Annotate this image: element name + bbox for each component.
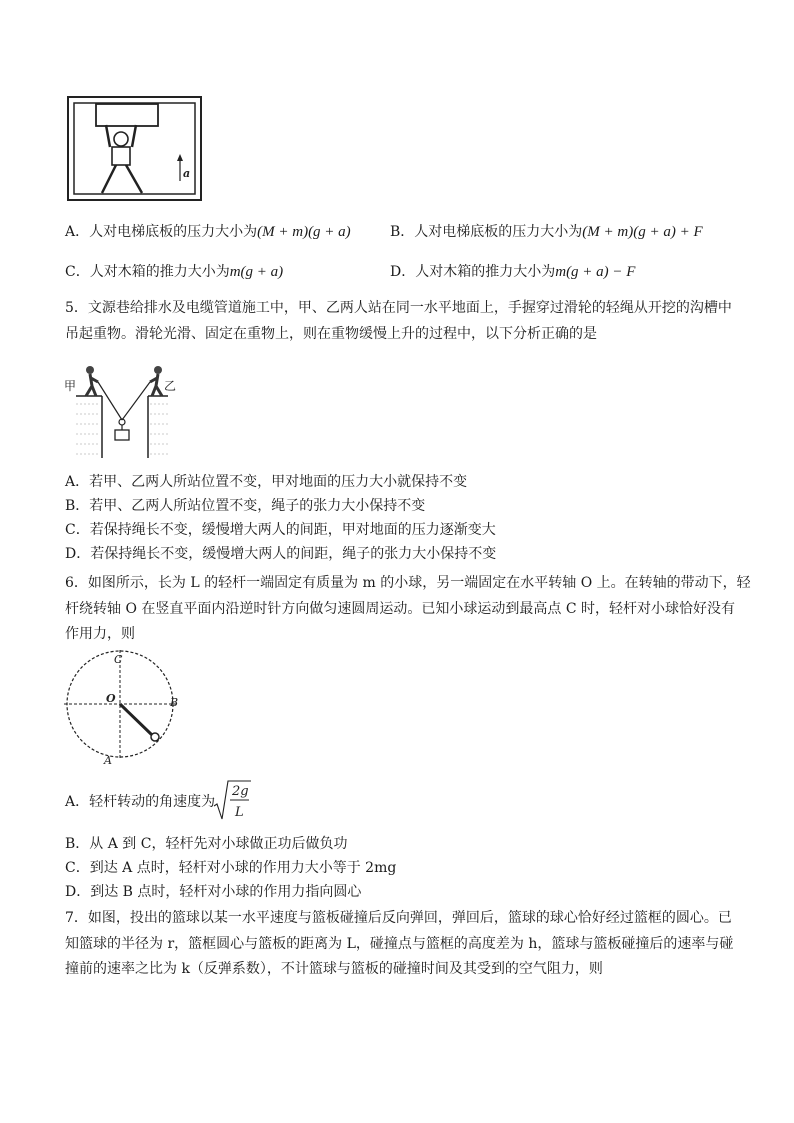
q5-option-c: C．若保持绳长不变，缓慢增大两人的间距，甲对地面的压力逐渐变大 (65, 522, 496, 538)
q5-option-a: A．若甲、乙两人所站位置不变，甲对地面的压力大小就保持不变 (65, 474, 468, 490)
q4-option-d-math: m(g + a) − F (555, 264, 636, 280)
q4-option-d (390, 262, 635, 282)
person-jia-label: 甲 (64, 379, 77, 393)
point-a-label: A (104, 754, 112, 767)
circle-figure (60, 648, 185, 768)
q6-option-d: D．到达 B 点时，轻杆对小球的作用力指向圆心 (65, 884, 362, 900)
q5-stem-line1: 5．文源巷给排水及电缆管道施工中，甲、乙两人站在同一水平地面上，手握穿过滑轮的轻绳从开挖的沟槽中 (65, 300, 732, 316)
q4-option-c-text: C．人对木箱的推力大小为 (65, 264, 230, 280)
sqrt-denominator: L (235, 805, 244, 820)
q4-option-a (65, 222, 351, 242)
q4-option-c (65, 262, 283, 282)
q6-stem-line1: 6．如图所示，长为 L 的轻杆一端固定有质量为 m 的小球，另一端固定在水平转轴 O 上。在转轴的带动下，轻 (65, 575, 751, 591)
q6-option-b: B．从 A 到 C，轻杆先对小球做正功后做负功 (65, 836, 348, 852)
sqrt-symbol (213, 779, 253, 823)
q4-option-d-text: D．人对木箱的推力大小为 (390, 264, 556, 280)
q4-option-b-math: (M + m)(g + a) + F (582, 224, 703, 240)
accel-label: a (183, 167, 191, 180)
q4-option-a-text: A．人对电梯底板的压力大小为 (65, 224, 258, 240)
elevator-figure (66, 95, 206, 205)
q4-option-b-text: B．人对电梯底板的压力大小为 (390, 224, 583, 240)
q7-stem-line1: 7．如图，投出的篮球以某一水平速度与篮板碰撞后反向弹回，弹回后，篮球的球心恰好经过篮框的圆心。已 (65, 910, 732, 926)
q6-option-a (65, 792, 215, 812)
q5-stem-line2: 吊起重物。滑轮光滑、固定在重物上，则在重物缓慢上升的过程中，以下分析正确的是 (65, 326, 597, 342)
person-yi-label: 乙 (164, 379, 177, 393)
q5-option-d: D．若保持绳长不变，缓慢增大两人的间距，绳子的张力大小保持不变 (65, 546, 497, 562)
circular-motion-diagram (60, 648, 185, 768)
sqrt-expression (213, 779, 253, 823)
q4-option-c-math: m(g + a) (229, 264, 284, 280)
q7-stem-line2: 知篮球的半径为 r，篮框圆心与篮板的距离为 L，碰撞点与篮框的高度差为 h，篮球与篮板碰撞后的速率与碰 (65, 936, 734, 952)
point-o-label: O (106, 692, 116, 705)
pulley-diagram (62, 352, 182, 460)
q6-stem-line2: 杆绕转轴 O 在竖直平面内沿逆时针方向做匀速圆周运动。已知小球运动到最高点 C 时，轻杆对小球恰好没有 (65, 601, 735, 617)
q6-option-a-text: A．轻杆转动的角速度为 (65, 794, 216, 810)
q7-stem-line3: 撞前的速率之比为 k（反弹系数），不计篮球与篮板的碰撞时间及其受到的空气阻力，则 (65, 961, 603, 977)
q4-option-b (390, 222, 703, 242)
point-c-label: C (114, 653, 123, 666)
q6-stem-line3: 作用力，则 (65, 626, 135, 642)
pulley-figure (62, 352, 182, 460)
q5-option-b: B．若甲、乙两人所站位置不变，绳子的张力大小保持不变 (65, 498, 426, 514)
elevator-diagram (66, 95, 206, 205)
sqrt-numerator: 2g (232, 784, 249, 799)
point-b-label: B (170, 696, 179, 709)
q4-option-a-math: (M + m)(g + a) (257, 224, 351, 240)
q6-option-c: C．到达 A 点时，轻杆对小球的作用力大小等于 2mg (65, 860, 397, 876)
